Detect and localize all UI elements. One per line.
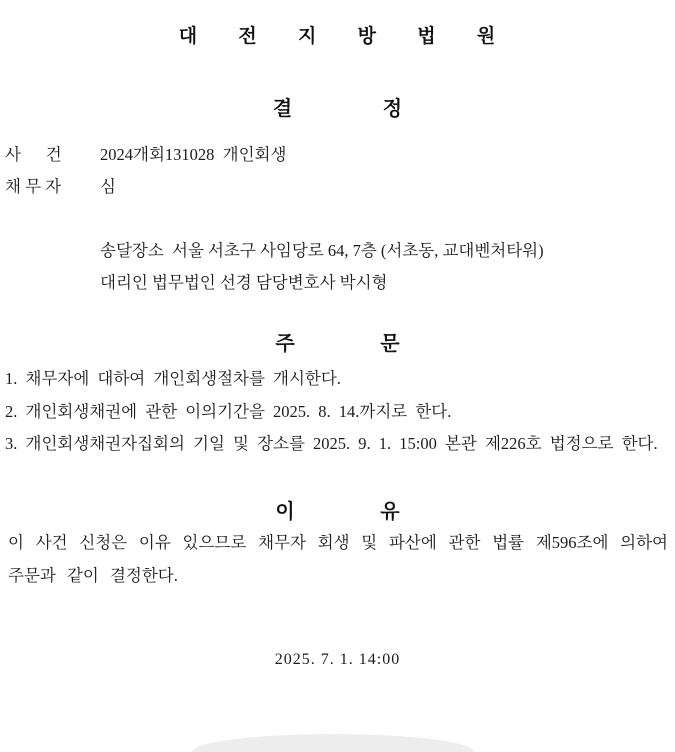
order-section-heading: 주 문 [275,333,400,355]
debtor-value: 심 [100,177,116,196]
attorney-line: 대리인 법무법인 선경 담당변호사 박시형 [100,273,388,292]
order-item-2: 2. 개인회생채권에 관한 이의기간을 2025. 8. 14.까지로 한다. [5,401,452,421]
stamp-top-edge [192,734,474,752]
case-info [5,139,675,203]
order-items [0,363,669,461]
reason-section-heading: 이 유 [275,500,400,523]
case-number-row [5,139,675,171]
doc-type-title: 결 정 [272,98,403,120]
court-name-title: 대 전 지 방 법 원 [178,26,497,47]
case-number-value: 2024개회131028 개인회생 [100,145,287,164]
service-address-line: 송달장소 서울 서초구 사임당로 64, 7층 (서초동, 교대벤처타워) [100,241,544,260]
decision-datetime: 2025. 7. 1. 14:00 [274,650,401,668]
court-decision-document [0,25,675,742]
party-details [100,235,675,299]
order-item-1: 1. 채무자에 대하여 개인회생절차를 개시한다. [5,369,341,388]
reason-paragraph: 이 사건 신청은 이유 있으므로 채무자 회생 및 파산에 관한 법률 제596조에 의하여 주문과 같이 결정한다. [8,532,668,585]
order-item-3: 3. 개인회생채권자집회의 기일 및 장소를 2025. 9. 1. 15:00 본관 제226호 법정으로 한다. [5,434,658,453]
debtor-row [5,171,675,203]
case-number-label: 사 건 [5,145,62,164]
debtor-label: 채 무 자 [5,177,62,196]
